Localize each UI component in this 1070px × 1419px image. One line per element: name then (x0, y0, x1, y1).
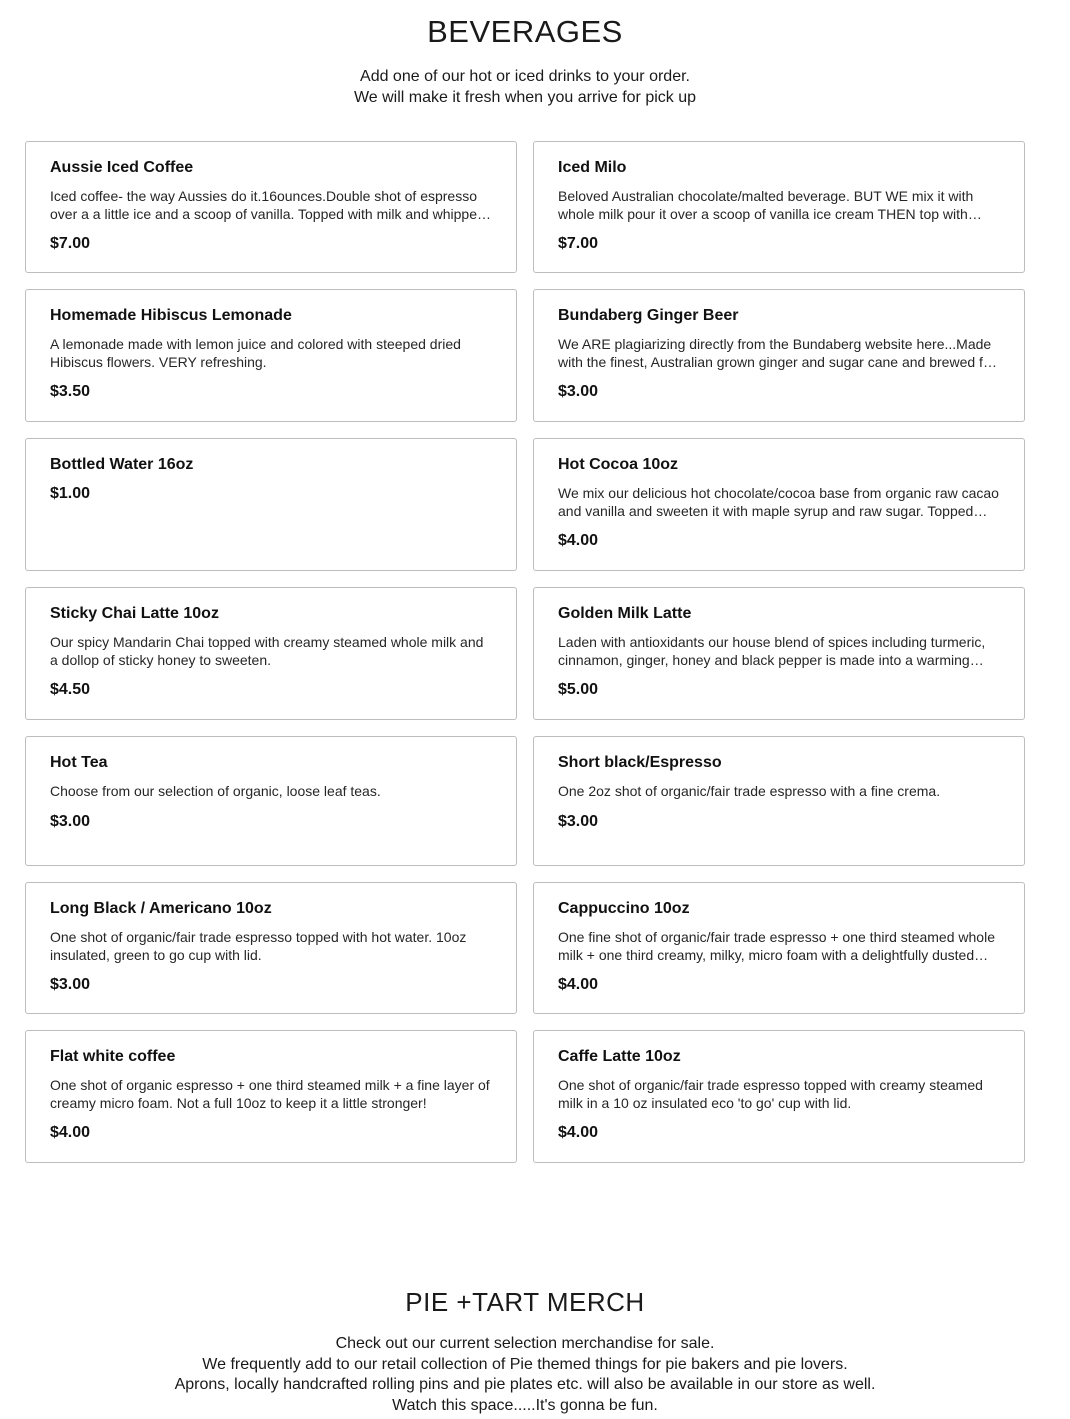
merch-line-3: Aprons, locally handcrafted rolling pins and pie plates etc. will also be available in our store as well. (174, 1376, 876, 1394)
item-price: $4.00 (558, 1124, 599, 1141)
menu-item-card[interactable] (25, 736, 517, 866)
item-name: Bottled Water 16oz (50, 456, 194, 473)
menu-item-card[interactable] (533, 289, 1025, 422)
merch-description (0, 1334, 1050, 1416)
item-name: Sticky Chai Latte 10oz (50, 605, 219, 622)
beverages-subtitle-line-1: Add one of our hot or iced drinks to your order. (360, 68, 690, 85)
item-description: One shot of organic espresso + one third steamed milk + a fine layer of creamy micro foam. Not a full 10oz to keep it a little stronger! (50, 1077, 490, 1111)
menu-item-card[interactable] (533, 1030, 1025, 1163)
item-description: Choose from our selection of organic, loose leaf teas. (50, 783, 381, 799)
item-description: Laden with antioxidants our house blend of spices including turmeric, cinnamon, ginger, honey and black pepper is made into a warming (558, 634, 986, 668)
merch-line-2: We frequently add to our retail collection of Pie themed things for pie bakers and pie lovers. (202, 1355, 848, 1373)
item-name: Caffe Latte 10oz (558, 1048, 681, 1065)
menu-item-card[interactable] (25, 587, 517, 720)
merch-title: PIE +TART MERCH (405, 1287, 645, 1317)
item-price: $7.00 (558, 235, 599, 252)
menu-item-card[interactable] (533, 882, 1025, 1014)
merch-line-1: Check out our current selection merchandise for sale. (335, 1335, 715, 1352)
item-name: Hot Cocoa 10oz (558, 456, 679, 473)
item-price: $4.00 (558, 532, 599, 549)
menu-item-card[interactable] (533, 438, 1025, 571)
item-description: A lemonade made with lemon juice and colored with steeped dried Hibiscus flowers. VERY refreshing. (50, 336, 461, 370)
item-description: One shot of organic/fair trade espresso topped with creamy steamed milk in a 10 oz insulated eco 'to go' cup with lid. (558, 1077, 983, 1111)
item-name: Long Black / Americano 10oz (50, 900, 272, 917)
item-price: $1.00 (50, 485, 91, 502)
item-price: $3.00 (558, 383, 599, 400)
menu-item-card[interactable] (533, 141, 1025, 273)
item-price: $4.00 (558, 976, 599, 993)
menu-item-card[interactable] (25, 882, 517, 1014)
item-price: $7.00 (50, 235, 91, 252)
item-description: Beloved Australian chocolate/malted beverage. BUT WE mix it with whole milk pour it over a scoop of vanilla ice cream THEN top with (558, 188, 974, 222)
item-description: We mix our delicious hot chocolate/cocoa base from organic raw cacao and vanilla and sweeten it with maple syrup and raw sugar. Topped (558, 485, 999, 519)
item-price: $5.00 (558, 681, 599, 698)
item-name: Short black/Espresso (558, 754, 722, 771)
item-description: We ARE plagiarizing directly from the Bundaberg website here...Made with the finest, Australian grown ginger and sugar cane and brewed for (558, 336, 996, 370)
item-description: One fine shot of organic/fair trade espresso + one third steamed whole milk + one third creamy, milky, micro foam with a delightfully dusted (558, 929, 995, 963)
beverages-subtitle-line-2: We will make it fresh when you arrive for pick up (353, 89, 697, 106)
menu-item-card[interactable] (25, 289, 517, 422)
item-price: $3.00 (558, 813, 599, 830)
item-description: Our spicy Mandarin Chai topped with creamy steamed whole milk and a dollop of sticky honey to sweeten. (50, 634, 484, 668)
menu-item-card[interactable] (25, 1030, 517, 1163)
item-name: Homemade Hibiscus Lemonade (50, 307, 292, 324)
item-name: Cappuccino 10oz (558, 900, 690, 917)
item-price: $3.00 (50, 813, 91, 830)
item-name: Aussie Iced Coffee (50, 159, 194, 176)
item-price: $3.50 (50, 383, 91, 400)
item-description: Iced coffee- the way Aussies do it.16ounces.Double shot of espresso over a a little ice and a scoop of vanilla. Topped with milk and whipped (50, 188, 485, 222)
item-name: Bundaberg Ginger Beer (558, 307, 739, 324)
item-name: Iced Milo (558, 159, 627, 176)
menu-item-card[interactable] (25, 438, 517, 571)
merch-line-4: Watch this space.....It's gonna be fun. (392, 1396, 658, 1414)
menu-item-card[interactable] (533, 736, 1025, 866)
menu-item-card[interactable] (25, 141, 517, 273)
item-price: $3.00 (50, 976, 91, 993)
item-description: One 2oz shot of organic/fair trade espresso with a fine crema. (558, 783, 941, 799)
beverages-title: BEVERAGES (427, 14, 623, 49)
beverages-subtitle (0, 66, 1050, 108)
item-description: One shot of organic/fair trade espresso topped with hot water. 10oz insulated, green to go cup with lid. (50, 929, 467, 963)
menu-item-card[interactable] (533, 587, 1025, 720)
item-name: Golden Milk Latte (558, 605, 692, 622)
item-name: Hot Tea (50, 754, 108, 771)
item-price: $4.50 (50, 681, 91, 698)
item-price: $4.00 (50, 1124, 91, 1141)
item-name: Flat white coffee (50, 1048, 176, 1065)
